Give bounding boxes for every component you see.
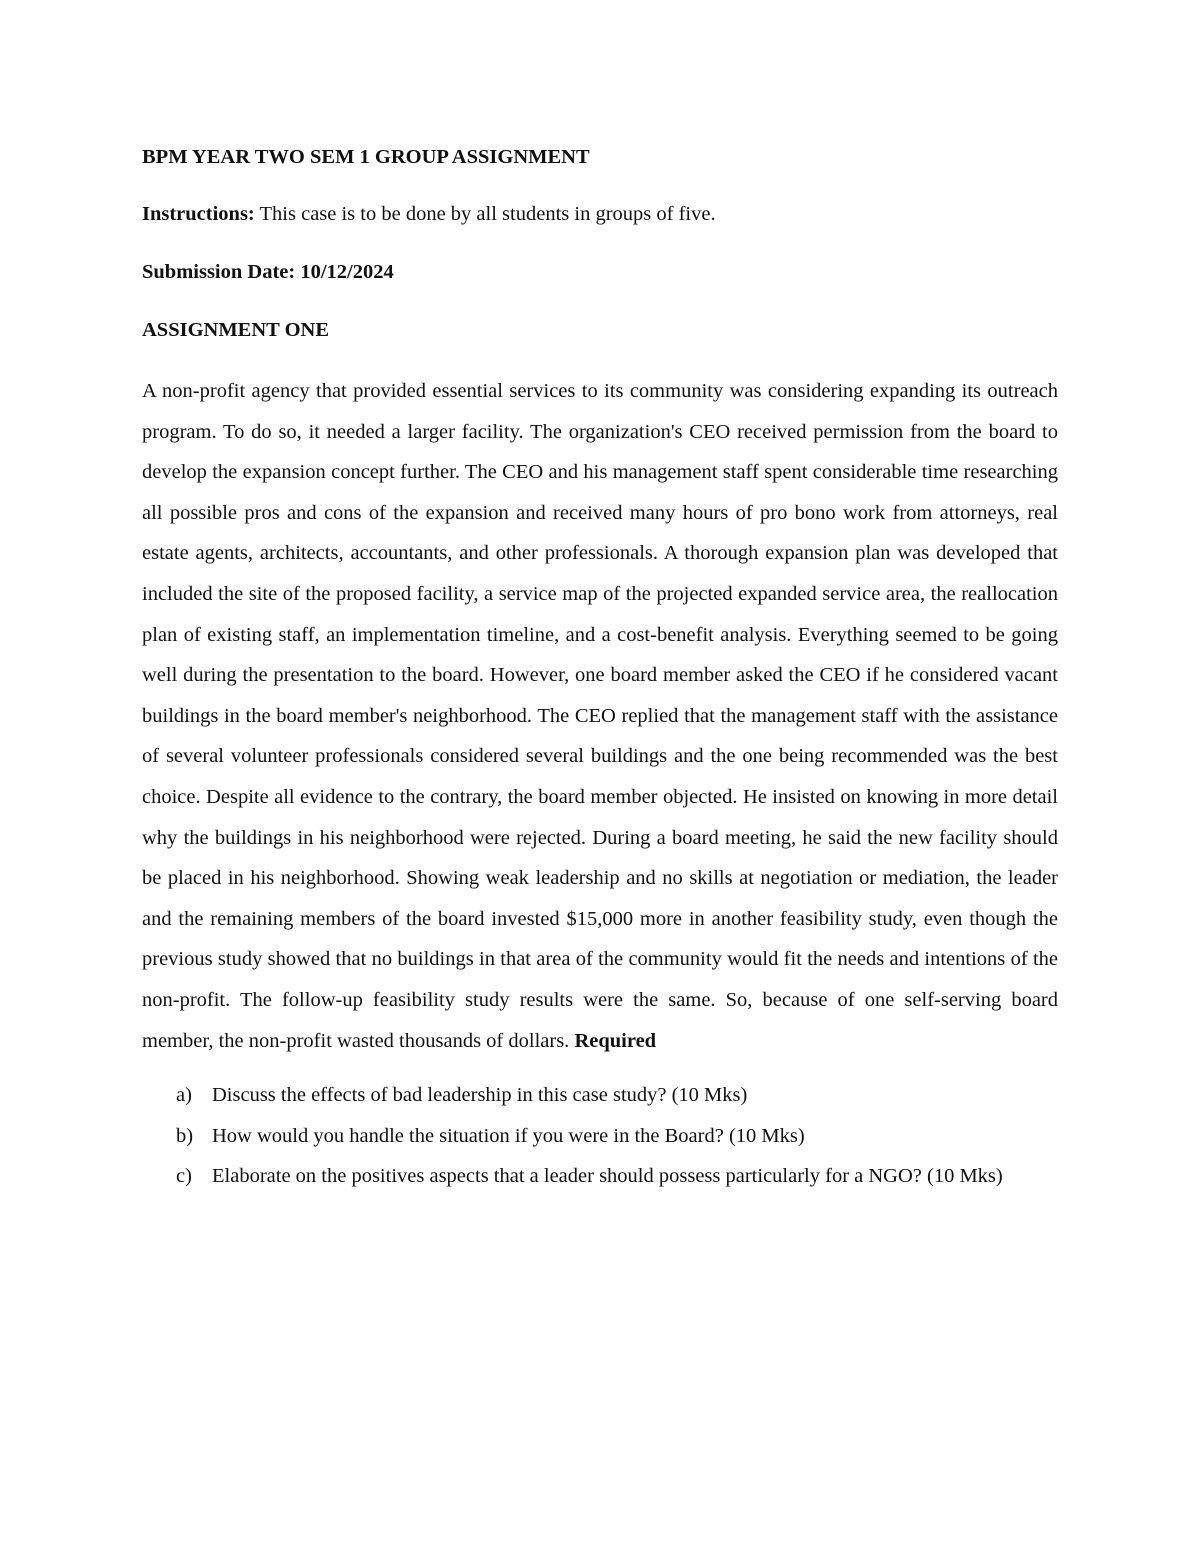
submission-date: Submission Date: 10/12/2024 (142, 261, 394, 283)
case-study-text: A non-profit agency that provided essential services to its community was considering expanding its outreach program. To do so, it needed a larger facility. The organization's CEO received permission from the board to develop the expansion concept further. The CEO and his management staff spent considerable time researching all possible pros and cons of the expansion and received many hours of pro bono work from attorneys, real estate agents, architects, accountants, and other professionals. A thorough expansion plan was developed that included the site of the proposed facility, a service map of the projected expanded service area, the reallocation plan of existing staff, an implementation timeline, and a cost-benefit analysis. Everything seemed to be going well during the presentation to the board. However, one board member asked the CEO if he considered vacant buildings in the board member's neighborhood. The CEO replied that the management staff with the assistance of several volunteer professionals considered several buildings and the one being recommended was the best choice. Despite all evidence to the contrary, the board member objected. He insisted on knowing in more detail why the buildings in his neighborhood were rejected. During a board meeting, he said the new facility should be placed in his neighborhood. Showing weak leadership and no skills at negotiation or mediation, the leader and the remaining members of the board invested $15,000 more in another feasibility study, even though the previous study showed that no buildings in that area of the community would fit the needs and intentions of the non-profit. The follow-up feasibility study results were the same. So, because of one self-serving board member, the non-profit wasted thousands of dollars. (142, 380, 1058, 1052)
instructions-line (142, 197, 1058, 231)
question-marker: b) (176, 1124, 194, 1147)
instructions-label: Instructions: (142, 203, 255, 225)
question-item (142, 1075, 1058, 1116)
assignment-heading: ASSIGNMENT ONE (142, 319, 330, 341)
document-content (142, 140, 1058, 1197)
questions-list (142, 1075, 1058, 1197)
question-text: Discuss the effects of bad leadership in this case study? (10 Mks) (212, 1084, 748, 1107)
question-item (142, 1116, 1058, 1157)
question-item (142, 1156, 1058, 1197)
question-marker: a) (176, 1084, 192, 1107)
document-title: BPM YEAR TWO SEM 1 GROUP ASSIGNMENT (142, 146, 590, 168)
question-text: How would you handle the situation if you were in the Board? (10 Mks) (212, 1124, 805, 1147)
submission-date-line (142, 255, 1058, 289)
question-text: Elaborate on the positives aspects that a leader should possess particularly for a NGO? (10 Mks) (212, 1165, 1003, 1188)
instructions-text: This case is to be done by all students in groups of five. (254, 203, 716, 225)
required-label: Required (574, 1029, 657, 1052)
question-marker: c) (176, 1165, 192, 1188)
case-study-paragraph (142, 371, 1058, 1061)
